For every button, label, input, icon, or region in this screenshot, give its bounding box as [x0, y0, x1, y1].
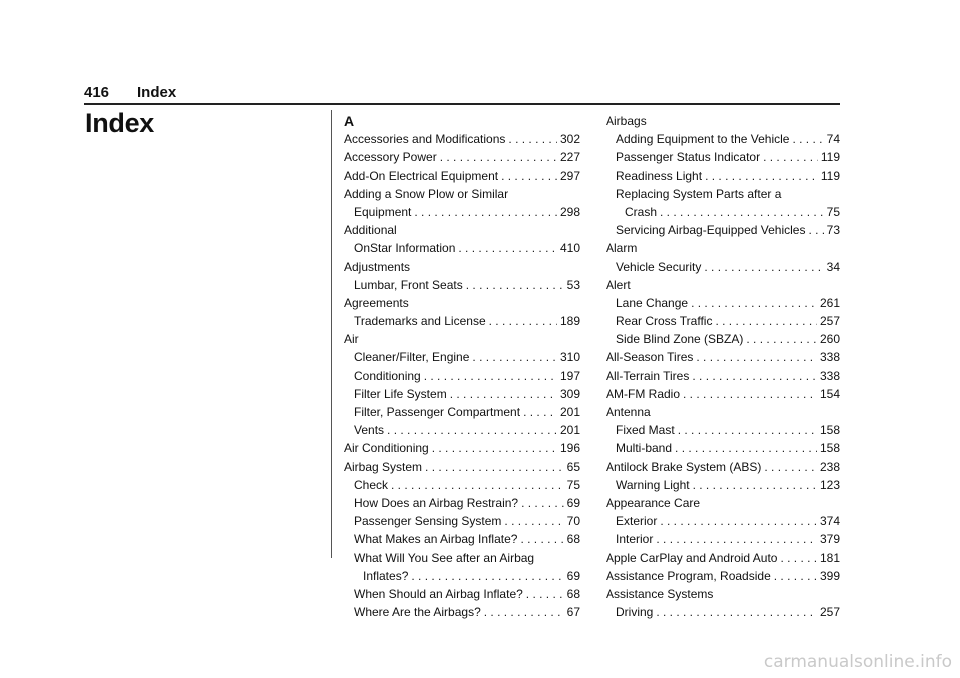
index-entry: [344, 294, 580, 312]
page-reference[interactable]: 69: [566, 568, 580, 583]
entry-label: Assistance Program, Roadside: [606, 568, 771, 583]
index-entry[interactable]: [344, 148, 580, 166]
page-reference[interactable]: 68: [566, 586, 580, 601]
index-entry[interactable]: [344, 530, 580, 548]
watermark: carmanualsonline.info: [763, 652, 952, 672]
entry-label: Exterior: [616, 514, 658, 529]
entry-label: Airbags: [606, 114, 647, 128]
entry-label: Alarm: [606, 241, 638, 256]
page-reference[interactable]: 73: [826, 223, 840, 238]
index-entry: [344, 258, 580, 276]
page-reference[interactable]: 260: [819, 332, 840, 347]
dot-leader: [466, 276, 564, 294]
page-reference[interactable]: 75: [826, 204, 840, 219]
dot-leader: [450, 385, 557, 403]
index-entry[interactable]: [606, 167, 840, 185]
index-entry[interactable]: [606, 421, 840, 439]
page-reference[interactable]: 297: [559, 168, 580, 183]
index-entry[interactable]: [606, 476, 840, 494]
entry-label: Where Are the Airbags?: [354, 605, 481, 620]
entry-label: Lane Change: [616, 295, 689, 310]
entry-label: OnStar Information: [354, 241, 456, 256]
column-divider: [331, 110, 332, 558]
index-entry[interactable]: [344, 603, 580, 621]
header-title: Index: [137, 84, 177, 101]
page-reference[interactable]: 119: [820, 168, 840, 183]
dot-leader: [660, 203, 824, 221]
page-reference[interactable]: 119: [820, 150, 840, 165]
entry-label: What Makes an Airbag Inflate?: [354, 532, 518, 547]
entry-label: Alert: [606, 277, 631, 292]
index-entry[interactable]: [606, 148, 840, 166]
dot-leader: [660, 512, 817, 530]
dot-leader: [696, 348, 817, 366]
dot-leader: [387, 421, 557, 439]
entry-label: Cleaner/Filter, Engine: [354, 350, 470, 365]
index-entry[interactable]: [344, 567, 580, 585]
index-entry: [606, 112, 840, 130]
entry-label: Appearance Care: [606, 495, 701, 510]
page-reference[interactable]: 74: [826, 132, 840, 147]
entry-label: Passenger Status Indicator: [616, 150, 761, 165]
dot-leader: [678, 421, 817, 439]
dot-leader: [656, 530, 817, 548]
index-entry[interactable]: [606, 512, 840, 530]
page-reference[interactable]: 181: [819, 550, 840, 565]
page-reference[interactable]: 374: [819, 514, 840, 529]
page-number: 416: [84, 84, 110, 101]
dot-leader: [675, 439, 817, 457]
dot-leader: [411, 567, 563, 585]
dot-leader: [472, 348, 557, 366]
index-entry[interactable]: [344, 458, 580, 476]
index-entry: [606, 585, 840, 603]
index-entry[interactable]: [344, 348, 580, 366]
entry-label: Equipment: [354, 204, 412, 219]
entry-label: How Does an Airbag Restrain?: [354, 495, 519, 510]
page-reference[interactable]: 201: [559, 423, 580, 438]
index-entry: [344, 549, 580, 567]
entry-label: Apple CarPlay and Android Auto: [606, 550, 778, 565]
dot-leader: [763, 148, 818, 166]
page-reference[interactable]: 65: [566, 459, 580, 474]
page-reference[interactable]: 302: [559, 132, 580, 147]
entry-label: Fixed Mast: [616, 423, 675, 438]
index-entry: [344, 330, 580, 348]
index-entry[interactable]: [606, 439, 840, 457]
dot-leader: [693, 476, 817, 494]
index-entry[interactable]: [344, 276, 580, 294]
page-reference[interactable]: 379: [819, 532, 840, 547]
index-entry[interactable]: [606, 530, 840, 548]
page-reference[interactable]: 201: [559, 405, 580, 419]
entry-label: All-Season Tires: [606, 350, 694, 365]
page-reference[interactable]: 410: [559, 241, 580, 256]
page-reference[interactable]: 75: [566, 477, 580, 492]
index-entry[interactable]: [606, 458, 840, 476]
page-reference[interactable]: 298: [559, 204, 580, 219]
dot-leader: [391, 476, 564, 494]
entry-label: Adding Equipment to the Vehicle: [616, 132, 790, 147]
entry-label: Inflates?: [363, 568, 409, 583]
dot-leader: [425, 458, 564, 476]
entry-label: Adjustments: [344, 259, 411, 274]
dot-leader: [705, 167, 818, 185]
index-column-2: [606, 112, 840, 621]
index-entry[interactable]: [606, 603, 840, 621]
page-reference[interactable]: 123: [819, 477, 840, 492]
entry-label: Readiness Light: [616, 168, 703, 183]
dot-leader: [414, 203, 557, 221]
dot-leader: [715, 312, 817, 330]
entry-label: Passenger Sensing System: [354, 514, 502, 529]
index-entry[interactable]: [606, 221, 840, 239]
index-entry[interactable]: [344, 476, 580, 494]
index-entry: [606, 239, 840, 257]
index-entry: [344, 221, 580, 239]
index-entry: [606, 276, 840, 294]
dot-leader: [764, 458, 817, 476]
index-entry[interactable]: [344, 312, 580, 330]
dot-leader: [774, 567, 817, 585]
entry-label: Assistance Systems: [606, 586, 714, 601]
index-entry[interactable]: [606, 258, 840, 276]
index-entry[interactable]: [606, 549, 840, 567]
index-entry[interactable]: [606, 312, 840, 330]
index-entry[interactable]: [344, 512, 580, 530]
index-entry[interactable]: [344, 367, 580, 385]
index-entry[interactable]: [344, 167, 580, 185]
entry-label: All-Terrain Tires: [606, 368, 690, 383]
dot-leader: [691, 294, 817, 312]
header-rule: [84, 103, 840, 105]
page-reference[interactable]: 399: [819, 568, 840, 583]
dot-leader: [501, 167, 557, 185]
page-reference[interactable]: 189: [559, 314, 580, 329]
page-reference[interactable]: 227: [559, 150, 580, 165]
page-reference[interactable]: 67: [566, 605, 580, 620]
page-reference[interactable]: 197: [559, 368, 580, 383]
index-entry[interactable]: [606, 330, 840, 348]
page-reference[interactable]: 338: [819, 368, 840, 383]
entry-label: Check: [354, 477, 389, 492]
entry-label: Crash: [625, 204, 658, 219]
index-entry[interactable]: [344, 494, 580, 512]
dot-leader: [432, 439, 557, 457]
dot-leader: [440, 148, 557, 166]
index-entry: [344, 185, 580, 203]
dot-leader: [484, 603, 564, 621]
index-entry[interactable]: [606, 348, 840, 366]
dot-leader: [746, 330, 817, 348]
entry-label: Filter, Passenger Compartment: [354, 405, 521, 419]
entry-label: Accessories and Modifications: [344, 132, 506, 147]
entry-label: Antenna: [606, 405, 651, 419]
page-reference[interactable]: 196: [559, 441, 580, 456]
entry-label: Airbag System: [344, 459, 423, 474]
entry-label: Servicing Airbag-Equipped Vehicles: [616, 223, 806, 238]
index-entry: [606, 403, 840, 421]
entry-label: Antilock Brake System (ABS): [606, 459, 762, 474]
entry-label: Interior: [616, 532, 654, 547]
page-reference[interactable]: 261: [819, 295, 840, 310]
dot-leader: [656, 603, 817, 621]
index-entry[interactable]: [606, 294, 840, 312]
index-entry[interactable]: [344, 385, 580, 403]
entry-label: AM-FM Radio: [606, 386, 681, 401]
index-entry: [606, 494, 840, 512]
dot-leader: [704, 258, 823, 276]
index-entry[interactable]: [606, 367, 840, 385]
dot-leader: [458, 239, 557, 257]
dot-leader: [683, 385, 817, 403]
index-entry[interactable]: [344, 585, 580, 603]
dot-leader: [780, 549, 817, 567]
index-entry[interactable]: [344, 130, 580, 148]
entry-label: Multi-band: [616, 441, 673, 456]
page-reference[interactable]: 338: [819, 350, 840, 365]
entry-label: Vents: [354, 423, 385, 438]
dot-leader: [489, 312, 557, 330]
entry-label: Filter Life System: [354, 386, 447, 401]
page-reference[interactable]: 238: [819, 459, 840, 474]
dot-leader: [508, 130, 557, 148]
entry-label: Trademarks and License: [354, 314, 486, 329]
page-reference[interactable]: 310: [559, 350, 580, 365]
index-entry[interactable]: [344, 403, 580, 421]
dot-leader: [504, 512, 563, 530]
entry-label: Rear Cross Traffic: [616, 314, 713, 329]
entry-label: A: [344, 113, 355, 129]
dot-leader: [692, 367, 817, 385]
dot-leader: [792, 130, 823, 148]
page-reference[interactable]: 70: [566, 514, 580, 529]
entry-label: Adding a Snow Plow or Similar: [344, 186, 509, 201]
dot-leader: [808, 221, 823, 239]
page-reference[interactable]: 257: [819, 605, 840, 620]
index-entry[interactable]: [344, 239, 580, 257]
entry-label: Agreements: [344, 295, 409, 310]
index-entry[interactable]: [606, 385, 840, 403]
page-title: Index: [85, 108, 155, 138]
dot-leader: [521, 494, 564, 512]
entry-label: Air: [344, 332, 359, 347]
entry-label: Air Conditioning: [344, 441, 429, 456]
page-reference[interactable]: 158: [819, 423, 840, 438]
index-entry[interactable]: [344, 203, 580, 221]
entry-label: What Will You See after an Airbag: [354, 550, 535, 565]
page-header: [84, 84, 840, 105]
dot-leader: [520, 530, 563, 548]
dot-leader: [523, 403, 557, 421]
index-entry: [606, 185, 840, 203]
entry-label: Warning Light: [616, 477, 690, 492]
page-reference[interactable]: 158: [819, 441, 840, 456]
entry-label: Accessory Power: [344, 150, 437, 165]
index-entry[interactable]: [344, 439, 580, 457]
index-column-1: [344, 112, 580, 621]
page-reference[interactable]: 34: [826, 259, 840, 274]
dot-leader: [424, 367, 557, 385]
page-reference[interactable]: 69: [566, 495, 580, 510]
section-letter: [344, 112, 580, 130]
entry-label: Vehicle Security: [616, 259, 702, 274]
entry-label: Driving: [616, 605, 654, 620]
entry-label: Side Blind Zone (SBZA): [616, 332, 744, 347]
page-reference[interactable]: 154: [819, 386, 840, 401]
entry-label: Add-On Electrical Equipment: [344, 168, 499, 183]
index-entry[interactable]: [606, 203, 840, 221]
entry-label: Additional: [344, 223, 397, 238]
index-entry[interactable]: [606, 567, 840, 585]
page-reference[interactable]: 68: [566, 532, 580, 547]
dot-leader: [526, 585, 564, 603]
page-reference[interactable]: 257: [819, 314, 840, 329]
entry-label: Replacing System Parts after a: [616, 186, 782, 201]
entry-label: When Should an Airbag Inflate?: [354, 586, 523, 601]
index-entry[interactable]: [344, 421, 580, 439]
index-entry[interactable]: [606, 130, 840, 148]
page-reference[interactable]: 309: [559, 386, 580, 401]
entry-label: Conditioning: [354, 368, 421, 383]
page-reference[interactable]: 53: [566, 277, 580, 292]
entry-label: Lumbar, Front Seats: [354, 277, 463, 292]
